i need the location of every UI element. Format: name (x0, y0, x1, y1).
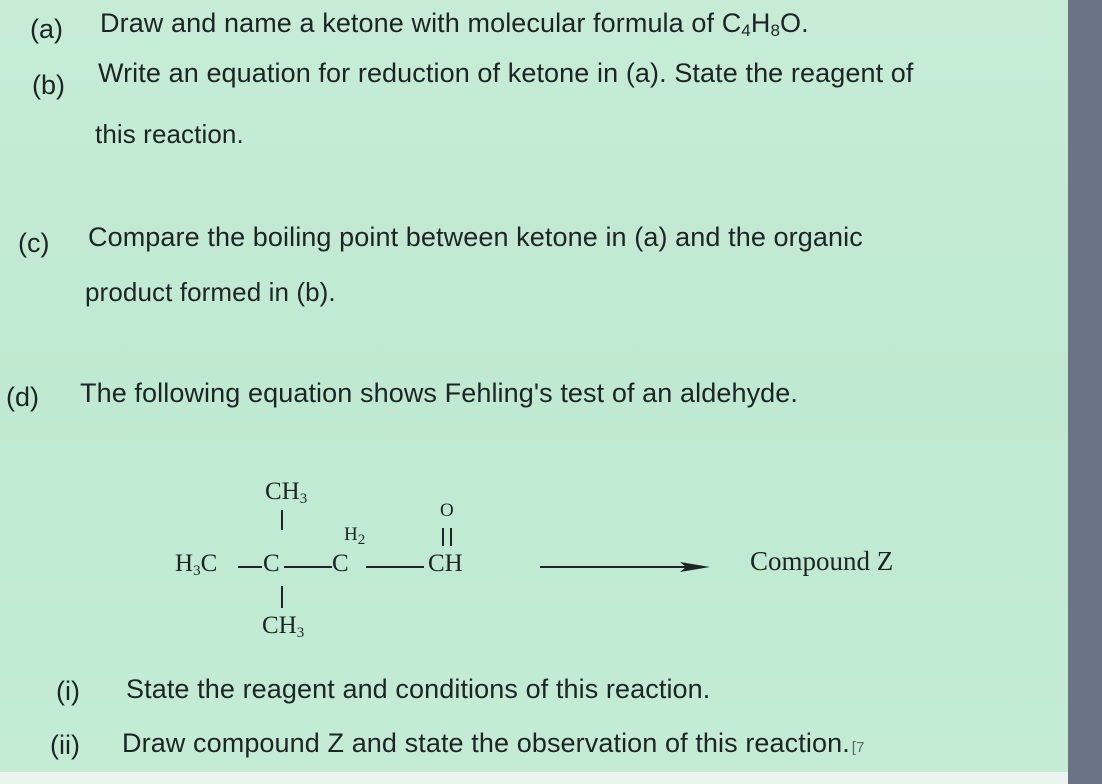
quaternary-carbon: C (263, 550, 280, 577)
top-methyl: CH3 (265, 478, 308, 507)
question-d-ii-text (122, 728, 865, 759)
question-c-line2: product formed in (b). (85, 277, 336, 307)
left-methyl: H3C (175, 550, 218, 579)
formula-sub-4: 4 (741, 21, 751, 40)
question-a-text (100, 8, 809, 41)
double-bond-2 (450, 528, 452, 546)
question-d-ii-body: Draw compound Z and state the observation of this reaction. (122, 728, 850, 758)
aldehyde-group: CH (428, 550, 463, 577)
ch2-carbon: C (332, 550, 349, 577)
marks-label: [7 (851, 739, 865, 756)
bond-top (281, 510, 283, 530)
bottom-methyl: CH3 (262, 612, 305, 641)
question-d-text: The following equation shows Fehling's test of an aldehyde. (80, 378, 798, 408)
bond-right (366, 566, 424, 568)
question-b-line1: Write an equation for reduction of ketone in (a). State the reagent of (98, 58, 914, 88)
bond-bottom (281, 586, 283, 608)
product-compound-z: Compound Z (750, 546, 894, 576)
bond-left (238, 566, 262, 568)
question-d-i-label: (i) (56, 676, 80, 706)
double-bond-1 (442, 528, 444, 546)
ch2-hydrogens: $H_2$ (344, 524, 366, 548)
aldehyde-structure (170, 478, 510, 648)
question-c-line1: Compare the boiling point between ketone in (a) and the organic (88, 222, 863, 252)
formula-sub-8: 8 (770, 21, 781, 40)
question-d-ii-label: (ii) (50, 730, 80, 760)
bond-center (284, 566, 332, 568)
question-a-label: (a) (30, 14, 63, 44)
question-c-label: (c) (18, 228, 50, 258)
carbonyl-oxygen: O (440, 500, 454, 521)
page-bottom-edge (0, 772, 1068, 784)
question-b-line2: this reaction. (95, 119, 244, 149)
formula-h: H (750, 8, 771, 38)
question-d-i-text: State the reagent and conditions of this reaction. (126, 674, 711, 704)
question-d-label: (d) (6, 382, 39, 412)
question-a-text-start: Draw and name a ketone with molecular formula of C (100, 8, 742, 38)
reaction-arrow (540, 561, 710, 573)
question-a-text-end: O. (780, 8, 809, 38)
question-b-label: (b) (32, 70, 65, 100)
